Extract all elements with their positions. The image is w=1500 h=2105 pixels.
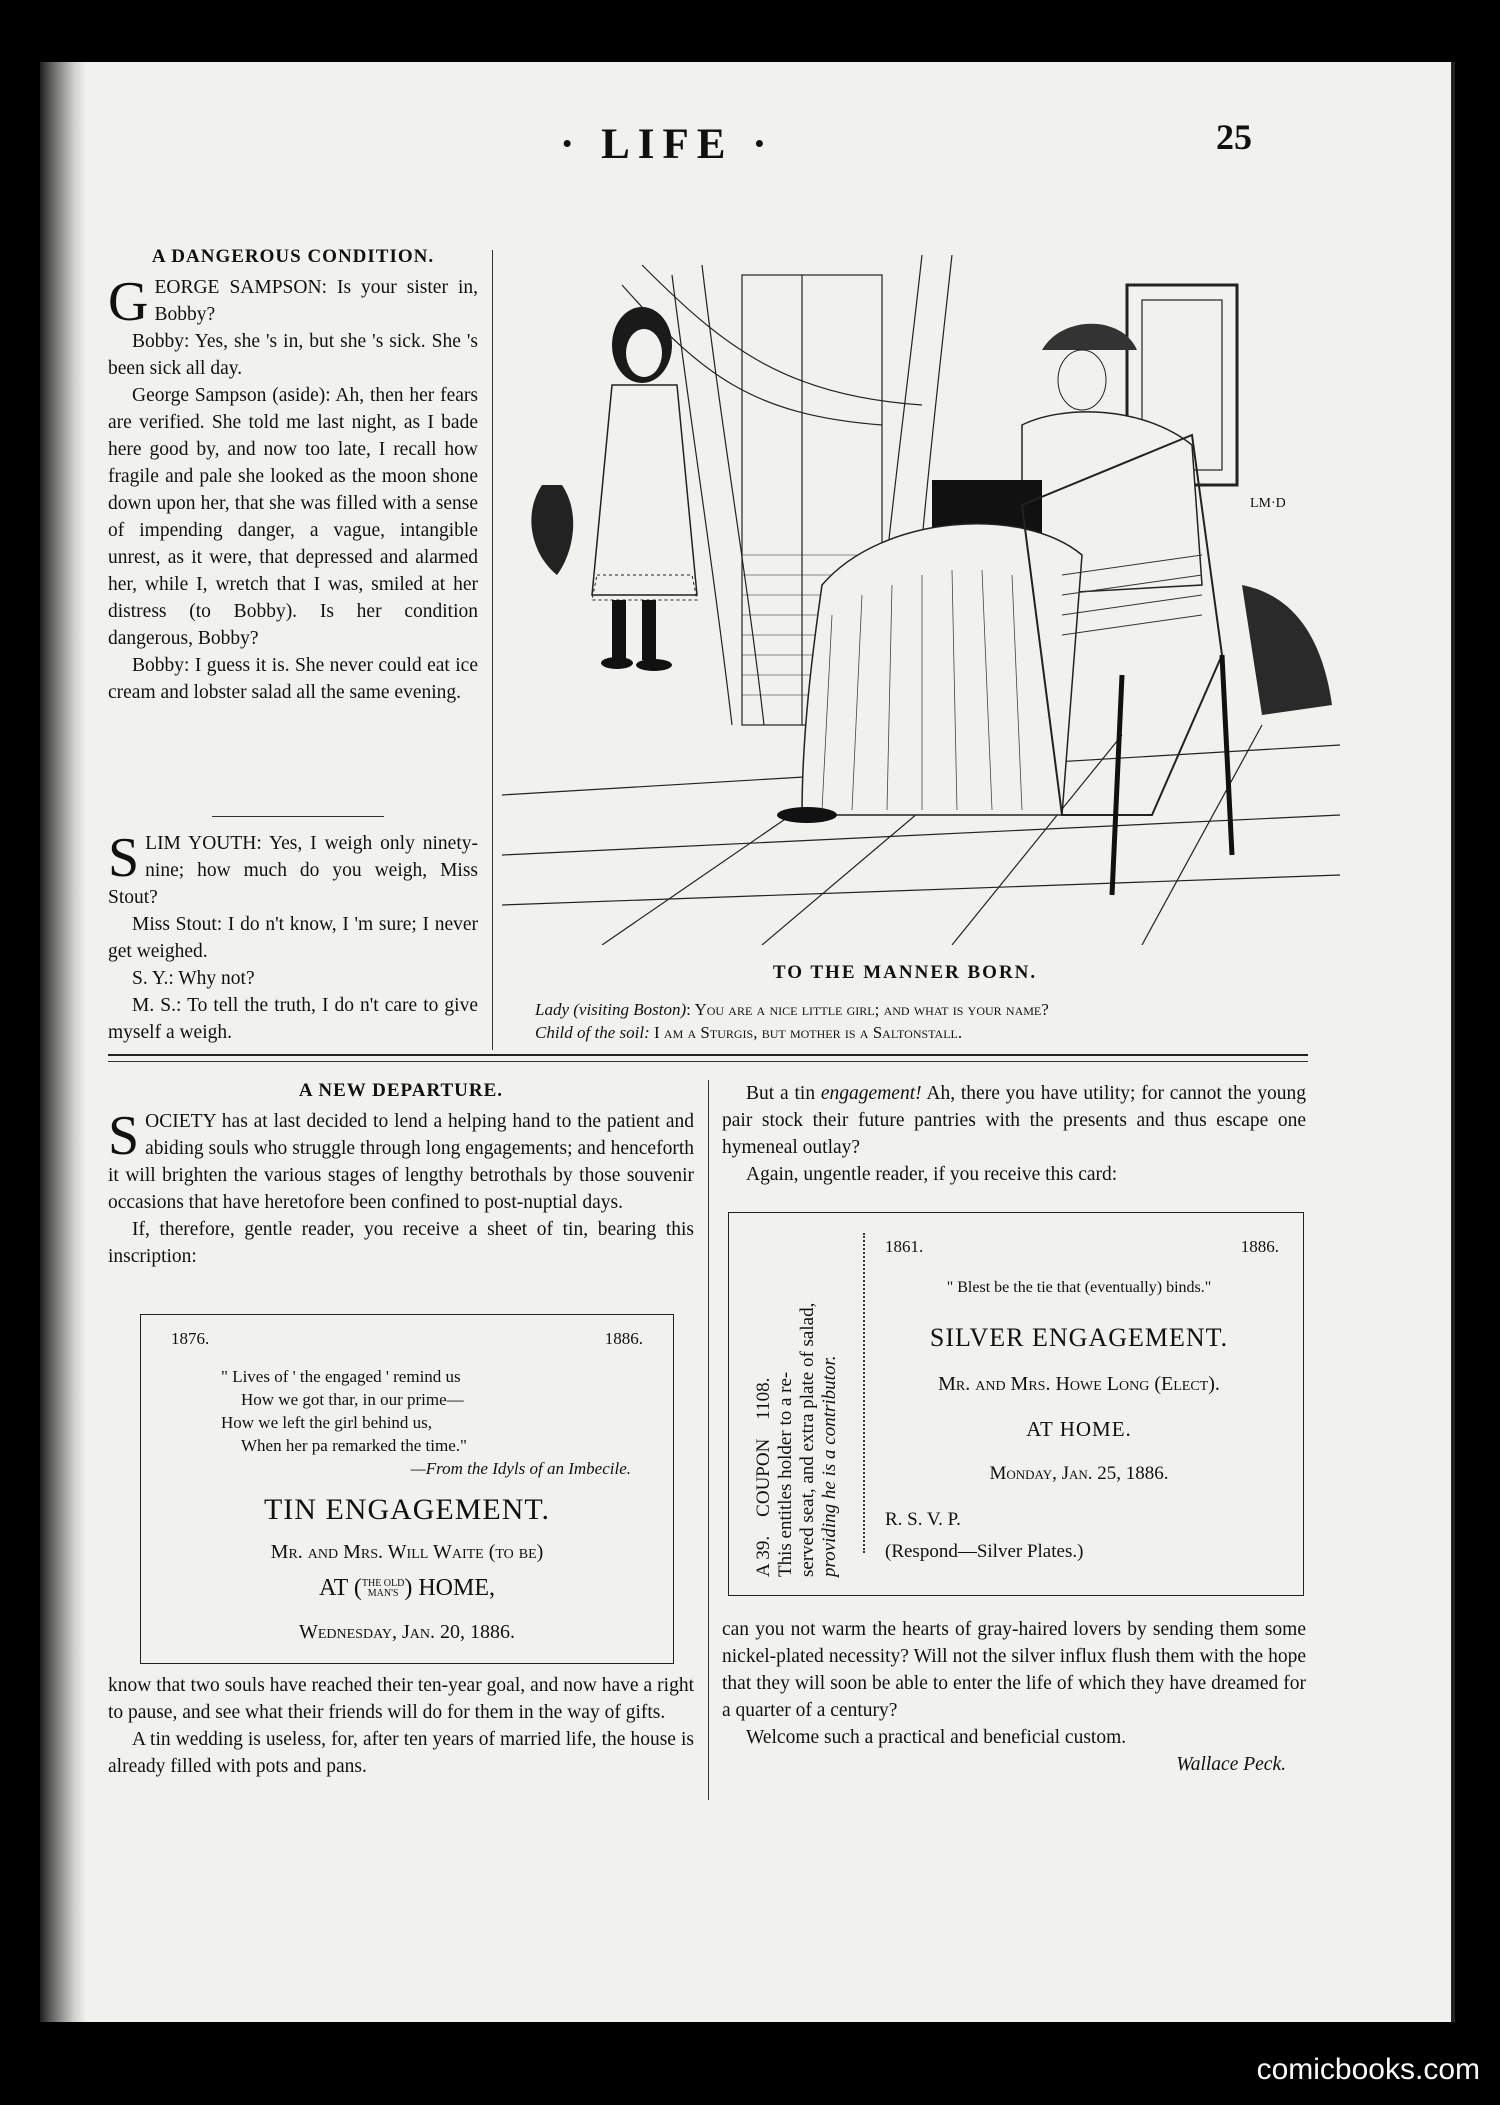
illustration-to-the-manner-born xyxy=(502,255,1340,945)
site-watermark: comicbooks.com xyxy=(1256,2053,1480,2086)
card-motto: " Blest be the tie that (eventually) binds." xyxy=(946,1279,1212,1296)
article-title: A NEW DEPARTURE. xyxy=(298,1080,504,1101)
article-title: A DANGEROUS CONDITION. xyxy=(151,246,435,267)
card-rsvp: R. S. V. P. xyxy=(885,1509,961,1530)
article-paragraph: But a tin engagement! Ah, there you have utility; for cannot the young pair stock their future pantries with the presents and thus escape one hymeneal outlay? xyxy=(722,1083,1306,1158)
card-year-left: 1876. xyxy=(171,1329,210,1348)
article-paragraph: GEORGE SAMPSON: Is your sister in, Bobby? xyxy=(108,271,478,333)
card-names: Mr. and Mrs. Will Waite (to be) xyxy=(270,1541,544,1563)
article-paragraph: know that two souls have reached their ten-year goal, and now have a right to pause, and see what their friends will do for them in the way of gifts. xyxy=(108,1675,694,1723)
card-year-right: 1886. xyxy=(604,1329,643,1348)
card-at-home: AT (THE OLD MAN'S ) HOME, xyxy=(318,1575,496,1601)
coupon-number: A 39. COUPON 1108. xyxy=(753,1377,774,1577)
card-heading: TIN ENGAGEMENT. xyxy=(263,1493,551,1526)
card-date: Monday, Jan. 25, 1886. xyxy=(989,1463,1169,1484)
column-rule xyxy=(492,250,493,1050)
drop-cap: G xyxy=(108,271,149,333)
drop-cap: S xyxy=(108,1105,140,1167)
article-new-departure-right xyxy=(722,1080,1306,1188)
card-at-home: AT HOME. xyxy=(1026,1417,1132,1441)
card-date: Wednesday, Jan. 20, 1886. xyxy=(298,1621,516,1643)
column-rule xyxy=(708,1080,709,1800)
article-paragraph: A tin wedding is useless, for, after ten years of married life, the house is already filled with pots and pans. xyxy=(108,1729,694,1777)
article-paragraph: If, therefore, gentle reader, you receive a sheet of tin, bearing this inscription: xyxy=(108,1219,694,1267)
caption-line-lady: Lady (visiting Boston): You are a nice little girl; and what is your name? xyxy=(535,1000,1049,1019)
article-paragraph: SOCIETY has at last decided to lend a helping hand to the patient and abiding souls who struggle through long engagements; and henceforth it will brighten the various stages of lengthy betrothals by those souvenir occasions that have heretofore been confined to post-nuptial days. xyxy=(108,1105,694,1213)
illustration-caption xyxy=(535,998,1335,1044)
article-new-departure-continued xyxy=(108,1672,694,1780)
article-paragraph: SLIM YOUTH: Yes, I weigh only ninety-nine; how much do you weigh, Miss Stout? xyxy=(108,827,478,908)
article-slim-youth xyxy=(108,827,478,1046)
girl-figure xyxy=(531,307,697,671)
drop-cap: S xyxy=(108,827,140,889)
article-paragraph: Again, ungentle reader, if you receive this card: xyxy=(746,1164,1118,1185)
article-paragraph: Bobby: I guess it is. She never could eat ice cream and lobster salad all the same evening. xyxy=(108,655,478,703)
tin-engagement-card xyxy=(140,1314,674,1664)
page-number: 25 xyxy=(1216,117,1252,157)
article-dangerous-condition xyxy=(108,246,478,706)
card-heading: SILVER ENGAGEMENT. xyxy=(929,1323,1229,1352)
card-year-right: 1886. xyxy=(1240,1237,1279,1256)
section-double-rule xyxy=(108,1061,1308,1062)
poem-source: —From the Idyls of an Imbecile. xyxy=(410,1459,631,1478)
card-year-left: 1861. xyxy=(885,1237,924,1256)
article-author: Wallace Peck. xyxy=(1176,1754,1286,1775)
article-paragraph: S. Y.: Why not? xyxy=(132,968,255,989)
illustration-caption-title: TO THE MANNER BORN. xyxy=(772,962,1038,983)
coupon-perforation xyxy=(863,1233,865,1553)
article-paragraph: Welcome such a practical and beneficial custom. xyxy=(746,1727,1127,1748)
article-paragraph: George Sampson (aside): Ah, then her fears are verified. She told me last night, as I bade here good by, and now too late, I recall how fragile and pale she looked as the moon shone down upon her, that she was filled with a sense of impending danger, a vague, intangible unrest, as it were, that depressed and alarmed her, while I, wretch that I was, smiled at her distress (to Bobby). Is her condition dangerous, Bobby? xyxy=(108,385,478,649)
card-poem: " Lives of ' the engaged ' remind us How we got thar, in our prime— How we left the girl behind us, When her pa remarked the time." —From the Idyls of an Imbecile. xyxy=(221,1367,631,1478)
silver-engagement-card xyxy=(728,1212,1304,1596)
article-new-departure-right-continued xyxy=(722,1616,1306,1778)
illustrator-signature: LM·D xyxy=(1250,496,1286,511)
article-paragraph: M. S.: To tell the truth, I do n't care to give myself a weigh. xyxy=(108,995,478,1043)
article-paragraph: can you not warm the hearts of gray-haired lovers by sending them some nickel-plated necessity? Will not the silver influx flush them with the hope that they will soon be able to enter the life of which they have dreamed for a quarter of a century? xyxy=(722,1619,1306,1721)
lady-in-chair-figure xyxy=(777,324,1332,895)
page-gutter-shadow xyxy=(40,62,86,2022)
coupon-stub: A 39. COUPON 1108. This entitles holder to a re- served seat, and extra plate of salad, providing he is a contributor. xyxy=(753,1302,840,1577)
magazine-title: · LIFE · xyxy=(560,121,775,168)
section-double-rule xyxy=(108,1054,1308,1056)
article-new-departure xyxy=(108,1080,694,1270)
caption-line-child: Child of the soil: I am a Sturgis, but mother is a Saltonstall. xyxy=(535,1023,963,1042)
article-paragraph: Bobby: Yes, she 's in, but she 's sick. She 's been sick all day. xyxy=(108,331,478,379)
section-divider xyxy=(212,816,384,817)
article-paragraph: Miss Stout: I do n't know, I 'm sure; I never get weighed. xyxy=(108,914,478,962)
card-names: Mr. and Mrs. Howe Long (Elect). xyxy=(938,1373,1220,1395)
card-respond: (Respond—Silver Plates.) xyxy=(885,1541,1084,1562)
